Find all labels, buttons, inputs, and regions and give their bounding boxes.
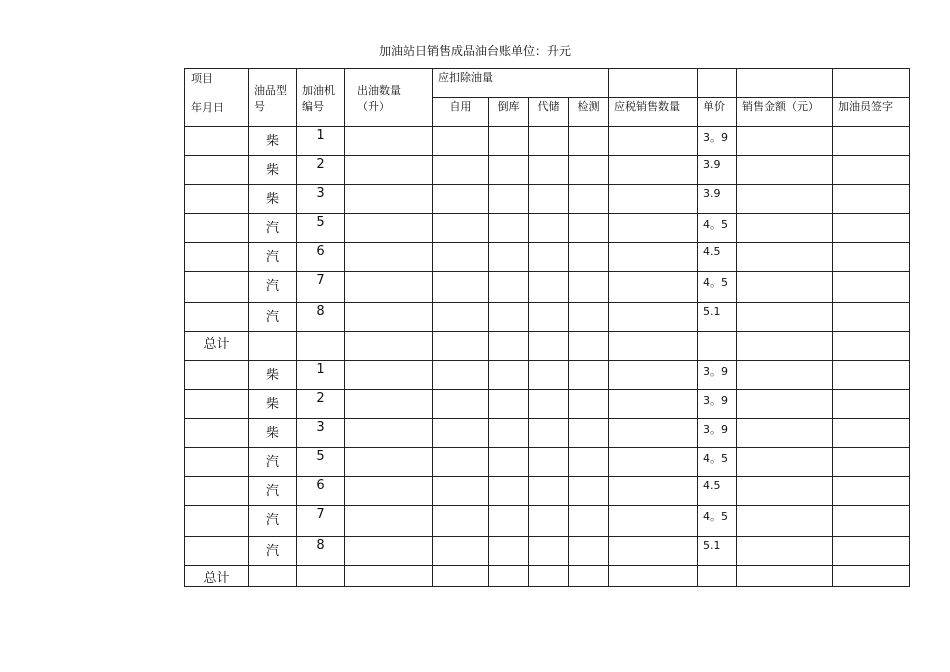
total-empty-cell xyxy=(833,332,910,361)
pump-no-cell-text: 5 xyxy=(316,449,325,464)
table-row xyxy=(185,477,910,506)
header-self-use xyxy=(433,98,489,127)
signature-cell xyxy=(833,156,910,185)
table-row xyxy=(185,537,910,566)
out-qty-cell xyxy=(345,156,433,185)
out-qty-cell xyxy=(345,361,433,390)
self-use-cell xyxy=(433,419,489,448)
signature-cell xyxy=(833,127,910,156)
fuel-type-cell xyxy=(249,127,297,156)
signature-cell xyxy=(833,361,910,390)
fuel-type-cell-text: 汽 xyxy=(265,279,279,294)
header-blank-2 xyxy=(698,69,737,98)
sales-amount-cell xyxy=(737,537,833,566)
header-return-tank-label: 倒库 xyxy=(497,100,520,113)
out-qty-cell xyxy=(345,506,433,537)
total-empty-cell xyxy=(345,566,433,587)
inspect-cell xyxy=(569,303,609,332)
pump-no-cell xyxy=(297,185,345,214)
sales-amount-cell xyxy=(737,448,833,477)
pump-no-cell-text: 1 xyxy=(316,362,325,377)
total-label-cell xyxy=(185,566,249,587)
table-row xyxy=(185,448,910,477)
pump-no-cell xyxy=(297,419,345,448)
return-tank-cell xyxy=(489,537,529,566)
fuel-type-cell-text: 汽 xyxy=(265,513,279,528)
storage-cell xyxy=(529,272,569,303)
header-unit-price xyxy=(698,98,737,127)
header-fuel-type xyxy=(249,69,297,127)
total-label-cell xyxy=(185,332,249,361)
signature-cell xyxy=(833,448,910,477)
storage-cell xyxy=(529,303,569,332)
signature-cell xyxy=(833,272,910,303)
header-storage xyxy=(529,98,569,127)
fuel-type-cell xyxy=(249,156,297,185)
header-signature-label: 加油员签字 xyxy=(838,100,893,113)
self-use-cell xyxy=(433,390,489,419)
taxable-qty-cell xyxy=(609,390,698,419)
inspect-cell xyxy=(569,477,609,506)
unit-price-cell-text: 4.5 xyxy=(703,479,721,492)
return-tank-cell xyxy=(489,419,529,448)
out-qty-cell xyxy=(345,127,433,156)
signature-cell xyxy=(833,390,910,419)
return-tank-cell xyxy=(489,127,529,156)
fuel-type-cell-text: 柴 xyxy=(265,426,279,441)
inspect-cell xyxy=(569,243,609,272)
taxable-qty-cell xyxy=(609,272,698,303)
pump-no-cell-text: 1 xyxy=(316,128,325,143)
inspect-cell xyxy=(569,214,609,243)
fuel-type-cell-text: 汽 xyxy=(265,455,279,470)
unit-price-cell xyxy=(698,243,737,272)
out-qty-cell xyxy=(345,477,433,506)
out-qty-cell xyxy=(345,537,433,566)
fuel-type-cell xyxy=(249,537,297,566)
self-use-cell xyxy=(433,127,489,156)
pump-no-cell xyxy=(297,361,345,390)
inspect-cell xyxy=(569,361,609,390)
table-row xyxy=(185,272,910,303)
pump-no-cell-text: 3 xyxy=(316,186,325,201)
total-empty-cell xyxy=(489,332,529,361)
unit-price-cell xyxy=(698,537,737,566)
total-label-cell-text: 总计 xyxy=(203,337,230,352)
storage-cell xyxy=(529,537,569,566)
pump-no-cell xyxy=(297,214,345,243)
unit-price-cell xyxy=(698,361,737,390)
storage-cell xyxy=(529,214,569,243)
date-cell xyxy=(185,272,249,303)
pump-no-cell-text: 2 xyxy=(316,157,325,172)
pump-no-cell-text: 6 xyxy=(316,478,325,493)
inspect-cell xyxy=(569,537,609,566)
table-row xyxy=(185,506,910,537)
sales-amount-cell xyxy=(737,127,833,156)
header-return-tank xyxy=(489,98,529,127)
storage-cell xyxy=(529,127,569,156)
pump-no-cell-text: 7 xyxy=(316,273,325,288)
pump-no-cell xyxy=(297,477,345,506)
self-use-cell xyxy=(433,506,489,537)
storage-cell xyxy=(529,243,569,272)
fuel-type-cell xyxy=(249,243,297,272)
pump-no-cell-text: 8 xyxy=(316,538,325,553)
date-cell xyxy=(185,419,249,448)
table-row xyxy=(185,127,910,156)
fuel-type-cell xyxy=(249,419,297,448)
date-cell xyxy=(185,156,249,185)
date-cell xyxy=(185,448,249,477)
pump-no-cell xyxy=(297,390,345,419)
storage-cell xyxy=(529,361,569,390)
date-cell xyxy=(185,390,249,419)
out-qty-cell xyxy=(345,272,433,303)
taxable-qty-cell xyxy=(609,419,698,448)
table-row xyxy=(185,419,910,448)
total-empty-cell xyxy=(698,332,737,361)
total-empty-cell xyxy=(737,332,833,361)
fuel-type-cell xyxy=(249,448,297,477)
fuel-type-cell-text: 汽 xyxy=(265,544,279,559)
out-qty-cell xyxy=(345,185,433,214)
unit-price-cell xyxy=(698,156,737,185)
inspect-cell xyxy=(569,448,609,477)
header-blank-3 xyxy=(737,69,833,98)
header-item: 项目 xyxy=(191,72,213,85)
storage-cell xyxy=(529,477,569,506)
total-empty-cell xyxy=(489,566,529,587)
table-row xyxy=(185,390,910,419)
ledger-table xyxy=(184,68,910,587)
pump-no-cell xyxy=(297,448,345,477)
unit-price-cell xyxy=(698,506,737,537)
pump-no-cell-text: 8 xyxy=(316,304,325,319)
unit-price-cell-text: 4.5 xyxy=(703,245,721,258)
pump-no-cell xyxy=(297,303,345,332)
fuel-type-cell xyxy=(249,303,297,332)
header-blank-4 xyxy=(833,69,910,98)
taxable-qty-cell xyxy=(609,214,698,243)
unit-price-cell-text: 3。9 xyxy=(703,394,728,407)
fuel-type-cell xyxy=(249,477,297,506)
unit-price-cell-text: 4。5 xyxy=(703,452,728,465)
fuel-type-cell xyxy=(249,506,297,537)
header-sales-amount xyxy=(737,98,833,127)
ledger-body xyxy=(185,69,910,587)
total-empty-cell xyxy=(609,332,698,361)
pump-no-cell xyxy=(297,506,345,537)
fuel-type-cell xyxy=(249,272,297,303)
table-row xyxy=(185,303,910,332)
total-empty-cell xyxy=(609,566,698,587)
total-empty-cell xyxy=(433,566,489,587)
out-qty-cell xyxy=(345,214,433,243)
sales-amount-cell xyxy=(737,303,833,332)
fuel-type-cell xyxy=(249,214,297,243)
unit-price-cell-text: 3。9 xyxy=(703,131,728,144)
date-cell xyxy=(185,506,249,537)
storage-cell xyxy=(529,448,569,477)
header-inspect xyxy=(569,98,609,127)
header-out-qty-line2: （升） xyxy=(357,100,390,113)
unit-price-cell xyxy=(698,303,737,332)
table-row xyxy=(185,214,910,243)
storage-cell xyxy=(529,390,569,419)
taxable-qty-cell xyxy=(609,156,698,185)
return-tank-cell xyxy=(489,243,529,272)
inspect-cell xyxy=(569,185,609,214)
header-blank-1 xyxy=(609,69,698,98)
sales-amount-cell xyxy=(737,156,833,185)
return-tank-cell xyxy=(489,361,529,390)
fuel-type-cell-text: 汽 xyxy=(265,221,279,236)
self-use-cell xyxy=(433,156,489,185)
out-qty-cell xyxy=(345,390,433,419)
signature-cell xyxy=(833,506,910,537)
total-empty-cell xyxy=(833,566,910,587)
self-use-cell xyxy=(433,537,489,566)
header-deduct-label: 应扣除油量 xyxy=(438,71,493,84)
pump-no-cell xyxy=(297,272,345,303)
header-pump-no-line1: 加油机 xyxy=(302,84,335,97)
unit-price-cell xyxy=(698,214,737,243)
date-cell xyxy=(185,185,249,214)
unit-price-cell xyxy=(698,272,737,303)
taxable-qty-cell xyxy=(609,361,698,390)
sales-amount-cell xyxy=(737,390,833,419)
return-tank-cell xyxy=(489,185,529,214)
return-tank-cell xyxy=(489,272,529,303)
header-out-qty-line1: 出油数量 xyxy=(357,84,401,97)
sales-amount-cell xyxy=(737,185,833,214)
sales-amount-cell xyxy=(737,506,833,537)
date-cell xyxy=(185,537,249,566)
signature-cell xyxy=(833,214,910,243)
storage-cell xyxy=(529,419,569,448)
unit-price-cell-text: 4。5 xyxy=(703,510,728,523)
date-cell xyxy=(185,214,249,243)
unit-price-cell-text: 3。9 xyxy=(703,365,728,378)
pump-no-cell xyxy=(297,156,345,185)
table-row xyxy=(185,156,910,185)
date-cell xyxy=(185,477,249,506)
total-empty-cell xyxy=(569,332,609,361)
unit-price-cell xyxy=(698,390,737,419)
self-use-cell xyxy=(433,361,489,390)
return-tank-cell xyxy=(489,156,529,185)
pump-no-cell-text: 7 xyxy=(316,507,325,522)
signature-cell xyxy=(833,303,910,332)
storage-cell xyxy=(529,185,569,214)
header-self-use-label: 自用 xyxy=(449,100,472,113)
date-cell xyxy=(185,303,249,332)
return-tank-cell xyxy=(489,477,529,506)
unit-price-cell-text: 5.1 xyxy=(703,305,721,318)
taxable-qty-cell xyxy=(609,185,698,214)
taxable-qty-cell xyxy=(609,448,698,477)
pump-no-cell xyxy=(297,127,345,156)
header-deduct-group xyxy=(433,69,609,98)
out-qty-cell xyxy=(345,303,433,332)
fuel-type-cell-text: 柴 xyxy=(265,397,279,412)
signature-cell xyxy=(833,419,910,448)
total-row xyxy=(185,332,910,361)
date-cell xyxy=(185,361,249,390)
pump-no-cell-text: 6 xyxy=(316,244,325,259)
sales-amount-cell xyxy=(737,214,833,243)
sales-amount-cell xyxy=(737,477,833,506)
unit-price-cell xyxy=(698,185,737,214)
fuel-type-cell-text: 汽 xyxy=(265,484,279,499)
inspect-cell xyxy=(569,506,609,537)
total-empty-cell xyxy=(249,566,297,587)
unit-price-cell xyxy=(698,127,737,156)
return-tank-cell xyxy=(489,214,529,243)
fuel-type-cell-text: 柴 xyxy=(265,192,279,207)
self-use-cell xyxy=(433,214,489,243)
pump-no-cell-text: 3 xyxy=(316,420,325,435)
header-pump-no-line2: 编号 xyxy=(302,100,324,113)
header-date: 年月日 xyxy=(191,101,224,114)
return-tank-cell xyxy=(489,303,529,332)
table-row xyxy=(185,243,910,272)
sales-amount-cell xyxy=(737,272,833,303)
header-unit-price-label: 单价 xyxy=(703,100,725,113)
return-tank-cell xyxy=(489,506,529,537)
total-empty-cell xyxy=(569,566,609,587)
fuel-type-cell xyxy=(249,185,297,214)
total-empty-cell xyxy=(345,332,433,361)
pump-no-cell-text: 5 xyxy=(316,215,325,230)
total-label-cell-text: 总计 xyxy=(203,571,230,586)
total-empty-cell xyxy=(529,332,569,361)
signature-cell xyxy=(833,477,910,506)
header-sales-amount-label: 销售金额（元） xyxy=(742,100,819,113)
fuel-type-cell-text: 柴 xyxy=(265,134,279,149)
unit-price-cell-text: 3.9 xyxy=(703,187,721,200)
taxable-qty-cell xyxy=(609,537,698,566)
unit-price-cell-text: 5.1 xyxy=(703,539,721,552)
return-tank-cell xyxy=(489,390,529,419)
out-qty-cell xyxy=(345,448,433,477)
date-cell xyxy=(185,127,249,156)
signature-cell xyxy=(833,243,910,272)
total-empty-cell xyxy=(737,566,833,587)
unit-price-cell-text: 3。9 xyxy=(703,423,728,436)
header-row-top xyxy=(185,69,910,98)
header-item-date xyxy=(185,69,249,127)
inspect-cell xyxy=(569,127,609,156)
sales-amount-cell xyxy=(737,419,833,448)
fuel-type-cell xyxy=(249,390,297,419)
inspect-cell xyxy=(569,156,609,185)
inspect-cell xyxy=(569,390,609,419)
taxable-qty-cell xyxy=(609,477,698,506)
unit-price-cell-text: 4。5 xyxy=(703,276,728,289)
unit-price-cell-text: 3.9 xyxy=(703,158,721,171)
self-use-cell xyxy=(433,303,489,332)
inspect-cell xyxy=(569,419,609,448)
unit-price-cell xyxy=(698,419,737,448)
taxable-qty-cell xyxy=(609,243,698,272)
unit-price-cell xyxy=(698,477,737,506)
pump-no-cell-text: 2 xyxy=(316,391,325,406)
self-use-cell xyxy=(433,448,489,477)
pump-no-cell xyxy=(297,537,345,566)
taxable-qty-cell xyxy=(609,506,698,537)
fuel-type-cell xyxy=(249,361,297,390)
fuel-type-cell-text: 柴 xyxy=(265,163,279,178)
unit-price-cell xyxy=(698,448,737,477)
total-empty-cell xyxy=(433,332,489,361)
header-fuel-type-line1: 油品型 xyxy=(254,84,287,97)
inspect-cell xyxy=(569,272,609,303)
date-cell xyxy=(185,243,249,272)
self-use-cell xyxy=(433,185,489,214)
self-use-cell xyxy=(433,272,489,303)
header-inspect-label: 检测 xyxy=(577,100,600,113)
taxable-qty-cell xyxy=(609,127,698,156)
total-empty-cell xyxy=(297,566,345,587)
header-out-qty xyxy=(345,69,433,127)
self-use-cell xyxy=(433,477,489,506)
fuel-type-cell-text: 汽 xyxy=(265,250,279,265)
header-taxable-qty-label: 应税销售数量 xyxy=(614,100,680,113)
unit-price-cell-text: 4。5 xyxy=(703,218,728,231)
header-taxable-qty xyxy=(609,98,698,127)
total-empty-cell xyxy=(698,566,737,587)
pump-no-cell xyxy=(297,243,345,272)
storage-cell xyxy=(529,506,569,537)
table-row xyxy=(185,361,910,390)
out-qty-cell xyxy=(345,243,433,272)
header-fuel-type-line2: 号 xyxy=(254,100,265,113)
total-empty-cell xyxy=(529,566,569,587)
signature-cell xyxy=(833,185,910,214)
total-row xyxy=(185,566,910,587)
page-title: 加油站日销售成品油台账单位：升元 xyxy=(378,44,571,58)
table-row xyxy=(185,185,910,214)
return-tank-cell xyxy=(489,448,529,477)
header-signature xyxy=(833,98,910,127)
header-pump-no xyxy=(297,69,345,127)
header-storage-label: 代储 xyxy=(537,100,560,113)
sales-amount-cell xyxy=(737,243,833,272)
signature-cell xyxy=(833,537,910,566)
out-qty-cell xyxy=(345,419,433,448)
taxable-qty-cell xyxy=(609,303,698,332)
sales-amount-cell xyxy=(737,361,833,390)
fuel-type-cell-text: 汽 xyxy=(265,310,279,325)
self-use-cell xyxy=(433,243,489,272)
fuel-type-cell-text: 柴 xyxy=(265,368,279,383)
total-empty-cell xyxy=(249,332,297,361)
total-empty-cell xyxy=(297,332,345,361)
storage-cell xyxy=(529,156,569,185)
